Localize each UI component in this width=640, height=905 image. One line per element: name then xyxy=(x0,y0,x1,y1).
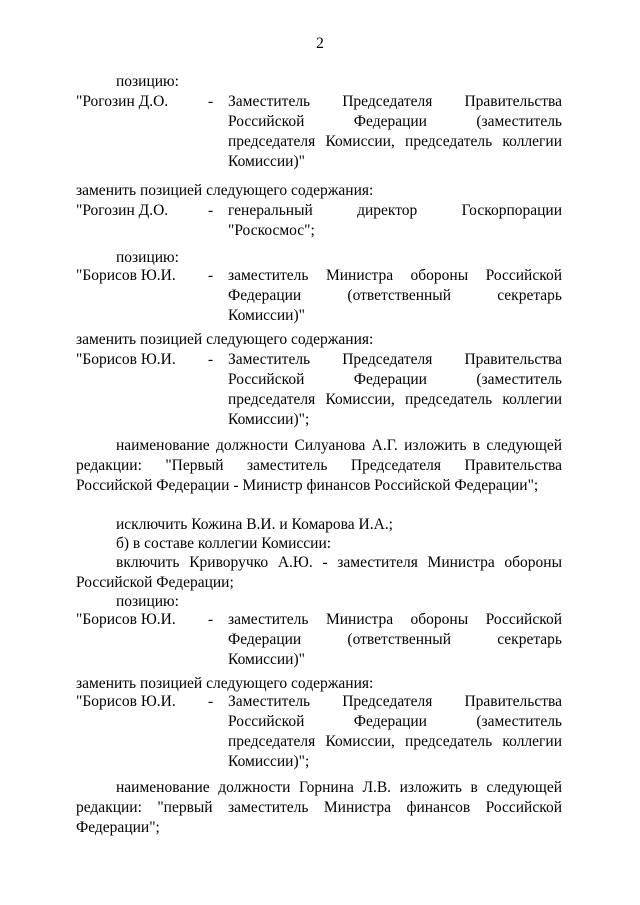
member-position-title xyxy=(228,266,562,326)
position-line: председателя Комиссии, председатель коллегии xyxy=(228,733,562,750)
position-line: председателя Комиссии, председатель коллегии xyxy=(228,133,562,150)
position-line: Комиссии)" xyxy=(228,307,305,324)
position-line: Федерации (ответственный секретарь xyxy=(228,631,562,648)
position-line: заместитель Министра обороны Российской xyxy=(228,611,562,628)
member-name: "Борисов Ю.И. xyxy=(76,351,176,368)
member-position-title xyxy=(228,610,562,670)
page-number: 2 xyxy=(316,35,324,52)
position-line: Комиссии)"; xyxy=(228,753,310,770)
member-name: "Рогозин Д.О. xyxy=(76,93,169,110)
dash-separator: - xyxy=(208,93,214,110)
position-line: председателя Комиссии, председатель коллегии xyxy=(228,391,562,408)
member-position-title xyxy=(228,692,562,772)
position-line: "Роскосмос"; xyxy=(228,222,315,239)
position-line: Комиссии)"; xyxy=(228,411,310,428)
member-position-title xyxy=(228,92,562,172)
replace-instruction: заменить позицией следующего содержания: xyxy=(76,331,374,348)
member-name: "Борисов Ю.И. xyxy=(76,611,176,628)
member-name: "Борисов Ю.И. xyxy=(76,267,176,284)
position-line: Комиссии)" xyxy=(228,651,305,668)
position-line: Российской Федерации (заместитель xyxy=(228,371,562,388)
position-line: Заместитель Председателя Правительства xyxy=(228,93,562,110)
replace-instruction: заменить позицией следующего содержания: xyxy=(76,675,374,692)
paragraph: включить Криворучко А.Ю. - заместителя Министра обороны Российской Федерации; xyxy=(76,554,562,591)
position-label: позицию: xyxy=(116,249,179,266)
dash-separator: - xyxy=(208,693,214,710)
dash-separator: - xyxy=(208,202,214,219)
paragraph: исключить Кожина В.И. и Комарова И.А.; xyxy=(116,516,393,533)
member-name: "Борисов Ю.И. xyxy=(76,693,176,710)
position-line: Российской Федерации (заместитель xyxy=(228,713,562,730)
position-line: Заместитель Председателя Правительства xyxy=(228,693,562,710)
replace-instruction: заменить позицией следующего содержания: xyxy=(76,182,374,199)
position-line: Федерации (ответственный секретарь xyxy=(228,287,562,304)
dash-separator: - xyxy=(208,611,214,628)
dash-separator: - xyxy=(208,351,214,368)
position-line: Российской Федерации (заместитель xyxy=(228,113,562,130)
position-line: генеральный директор Госкорпорации xyxy=(228,202,562,219)
dash-separator: - xyxy=(208,267,214,284)
member-position-title xyxy=(228,350,562,430)
paragraph: позицию: xyxy=(116,593,179,610)
position-label: позицию: xyxy=(116,73,179,90)
position-line: Комиссии)" xyxy=(228,153,305,170)
paragraph: наименование должности Горнина Л.В. изложить в следующей редакции: "первый заместитель Министра финансов Российской Федерации"; xyxy=(76,779,562,836)
position-line: Заместитель Председателя Правительства xyxy=(228,351,562,368)
member-position-title xyxy=(228,201,562,241)
position-line: заместитель Министра обороны Российской xyxy=(228,267,562,284)
paragraph: наименование должности Силуанова А.Г. изложить в следующей редакции: "Первый заместитель Председателя Правительства Российской Федерации - Министр финансов Российской Федерации"; xyxy=(76,437,562,494)
member-name: "Рогозин Д.О. xyxy=(76,202,169,219)
paragraph: б) в составе коллегии Комиссии: xyxy=(116,535,332,552)
